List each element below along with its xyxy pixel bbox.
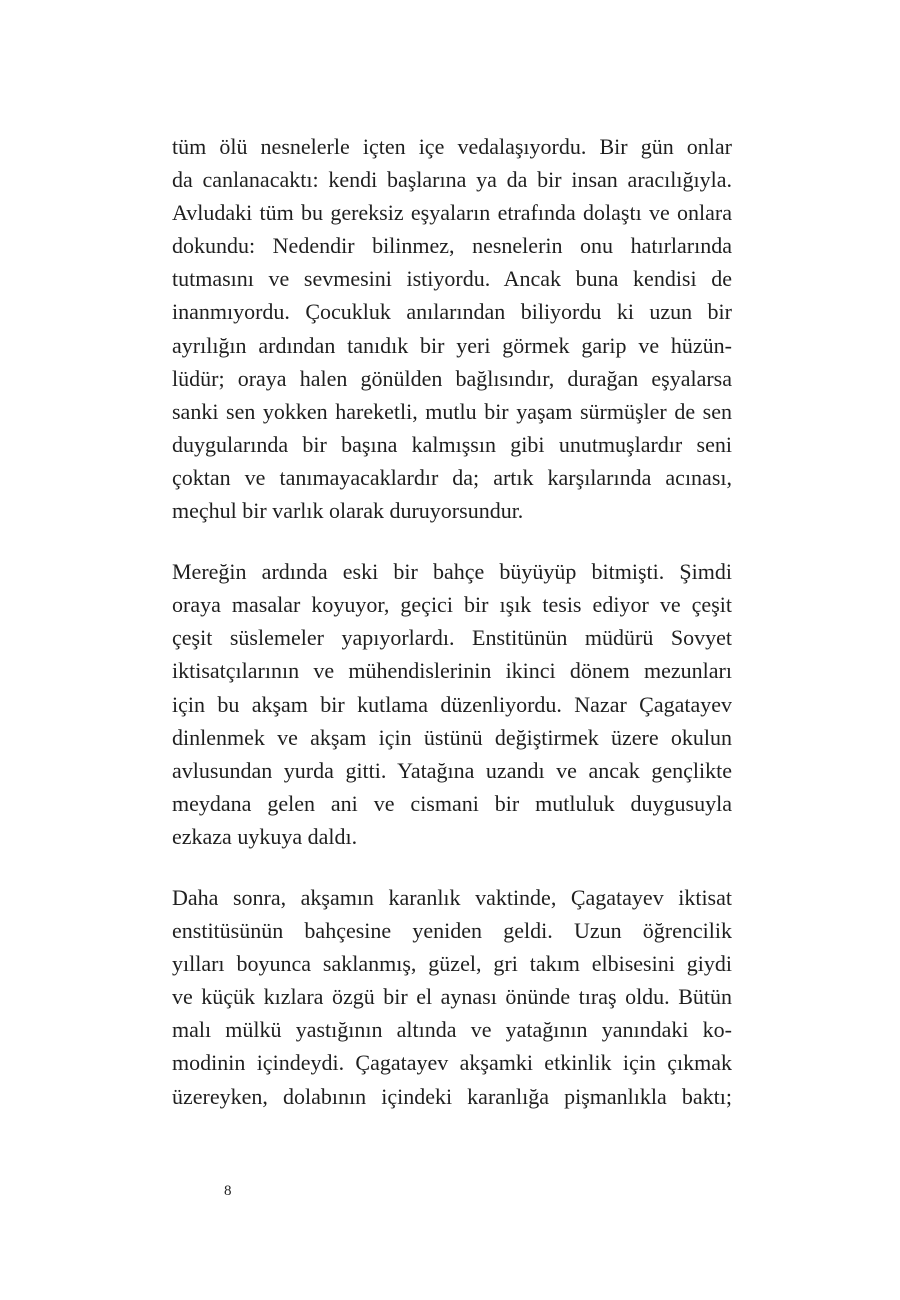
text-line: sanki sen yokken hareketli, mutlu bir yaşam sürmüşler de sen [172, 398, 732, 424]
text-line: yılları boyunca saklanmış, güzel, gri takım elbisesini giydi [172, 951, 732, 977]
text-line: enstitüsünün bahçesine yeniden geldi. Uzun öğrencilik [172, 918, 732, 944]
text-line: Mereğin ardında eski bir bahçe büyüyüp bitmişti. Şimdi [172, 559, 732, 585]
text-line: meydana gelen ani ve cismani bir mutluluk duygusuyla [172, 790, 732, 816]
text-line: Daha sonra, akşamın karanlık vaktinde, Çagatayev iktisat [172, 884, 732, 910]
text-line: için bu akşam bir kutlama düzenliyordu. Nazar Çagatayev [172, 691, 732, 717]
text-line: tutmasını ve sevmesini istiyordu. Ancak buna kendisi de [172, 266, 732, 292]
text-line: da canlanacaktı: kendi başlarına ya da bir insan aracılığıyla. [172, 167, 732, 193]
paragraph-3 [172, 881, 732, 1113]
body-text [172, 130, 732, 1113]
text-line: avlusundan yurda gitti. Yatağına uzandı ve ancak gençlikte [172, 757, 732, 783]
text-line: üzereyken, dolabının içindeki karanlığa pişmanlıkla baktı; [172, 1083, 732, 1109]
text-line: modinin içindeydi. Çagatayev akşamki etkinlik için çıkmak [172, 1050, 732, 1076]
paragraph-gap [172, 853, 732, 881]
text-line: duygularında bir başına kalmışsın gibi unutmuşlardır seni [172, 431, 732, 457]
text-line: ve küçük kızlara özgü bir el aynası önünde tıraş oldu. Bütün [172, 984, 732, 1010]
text-line: dinlenmek ve akşam için üstünü değiştirmek üzere okulun [172, 724, 732, 750]
text-line: lüdür; oraya halen gönülden bağlısındır, durağan eşyalarsa [172, 365, 732, 391]
text-line: çeşit süslemeler yapıyorlardı. Enstitünün müdürü Sovyet [172, 625, 732, 651]
page-number: 8 [224, 1183, 232, 1199]
text-line: Avludaki tüm bu gereksiz eşyaların etrafında dolaştı ve onlara [172, 200, 732, 226]
text-line: tüm ölü nesnelerle içten içe vedalaşıyordu. Bir gün onlar [172, 134, 732, 159]
text-line: malı mülkü yastığının altında ve yatağının yanındaki ko- [172, 1017, 732, 1043]
paragraph-gap [172, 527, 732, 555]
paragraph-2 [172, 555, 732, 853]
paragraph-1 [172, 130, 732, 527]
text-line: oraya masalar koyuyor, geçici bir ışık tesis ediyor ve çeşit [172, 592, 732, 618]
text-line: ezkaza uykuya daldı. [172, 823, 358, 849]
text-line: meçhul bir varlık olarak duruyorsundur. [172, 498, 524, 524]
text-line: çoktan ve tanımayacaklardır da; artık karşılarında acınası, [172, 464, 732, 490]
text-line: inanmıyordu. Çocukluk anılarından biliyordu ki uzun bir [172, 299, 732, 325]
text-line: dokundu: Nedendir bilinmez, nesnelerin onu hatırlarında [172, 233, 732, 259]
text-line: ayrılığın ardından tanıdık bir yeri görmek garip ve hüzün- [172, 332, 732, 358]
text-line: iktisatçılarının ve mühendislerinin ikinci dönem mezunları [172, 658, 732, 684]
